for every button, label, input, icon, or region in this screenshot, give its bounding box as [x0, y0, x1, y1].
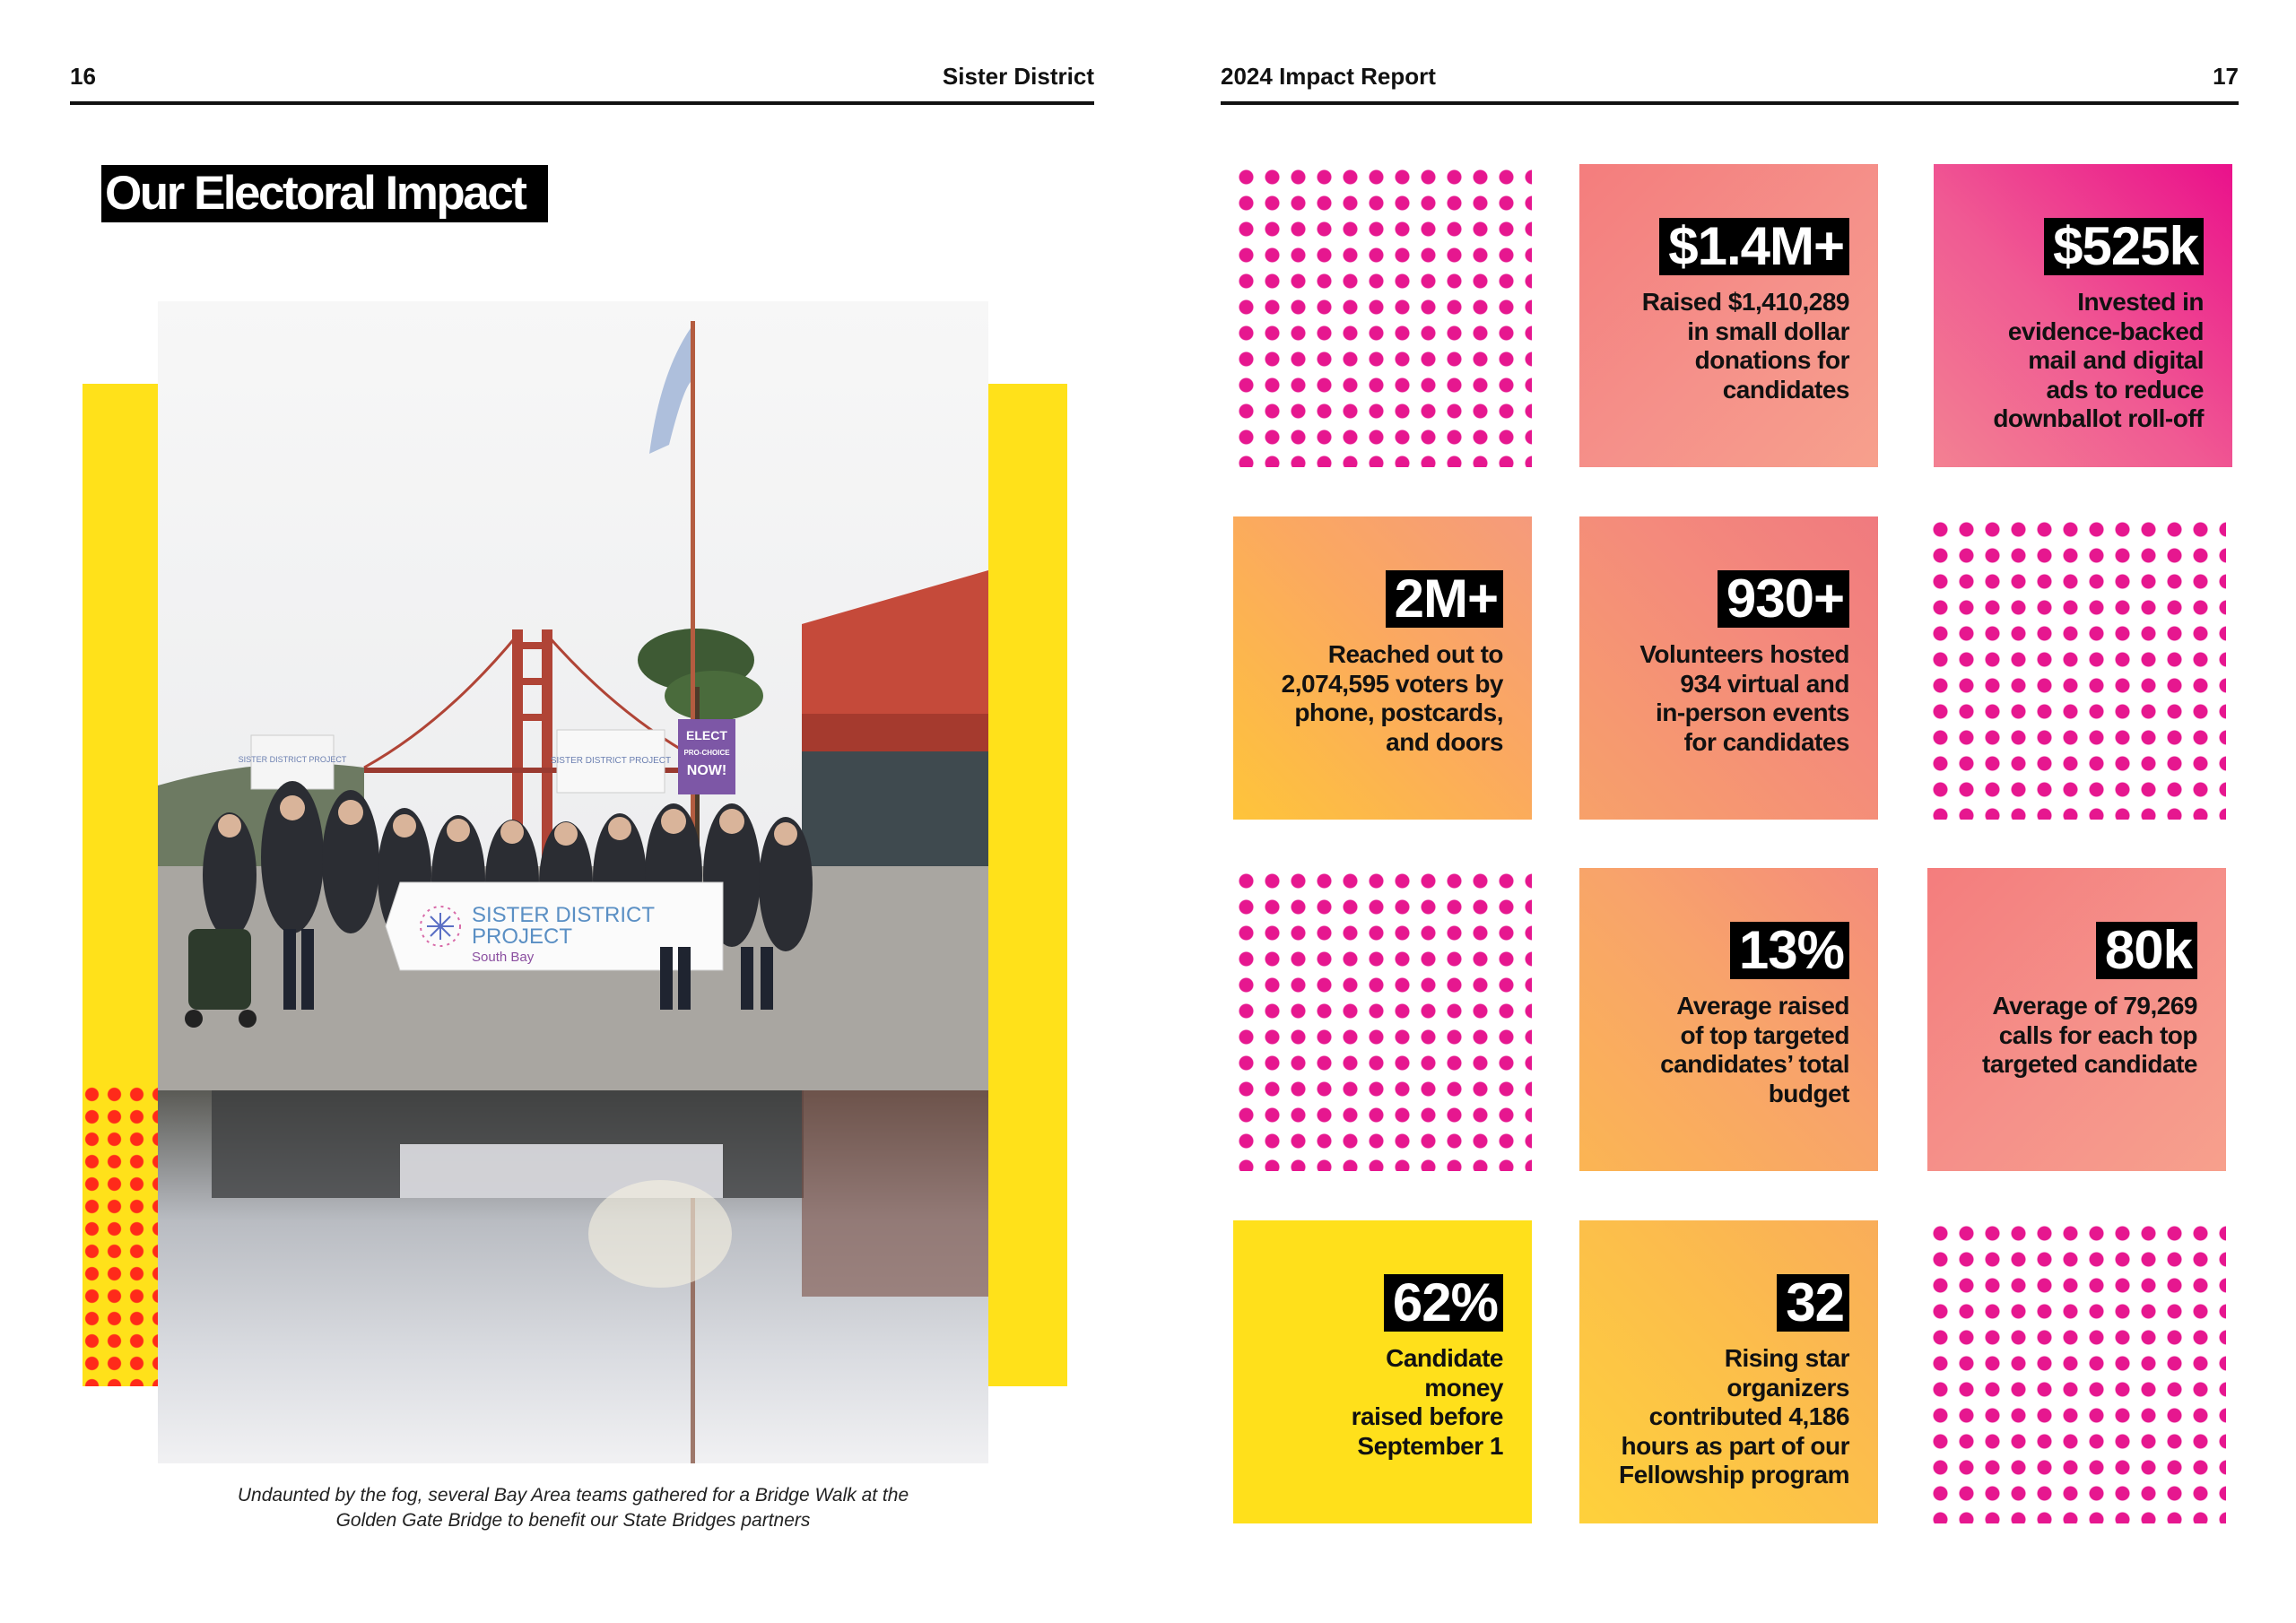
stat-line: 934 virtual and: [1680, 669, 1849, 698]
stat-line: Rising star: [1724, 1344, 1849, 1372]
page-number-left: 16: [70, 63, 96, 90]
event-photo: [158, 301, 988, 1463]
stat-number: 80k: [2096, 922, 2197, 979]
stat-line: for candidates: [1683, 727, 1849, 756]
stat-card-fellows: [1579, 1220, 1878, 1523]
caption-line2: Golden Gate Bridge to benefit our State Bridges partners: [335, 1510, 811, 1531]
stat-number: 930+: [1718, 570, 1849, 628]
stat-card-volunteers: [1579, 516, 1878, 820]
stat-line: money: [1424, 1373, 1503, 1402]
sign-small-left-text: SISTER DISTRICT PROJECT: [238, 755, 347, 764]
stat-line: September 1: [1357, 1431, 1503, 1460]
banner-line2: PROJECT: [472, 924, 573, 949]
stat-line: Average raised: [1676, 992, 1849, 1020]
banner-line1: SISTER DISTRICT: [472, 903, 656, 927]
stat-description: [1597, 1344, 1849, 1490]
stat-line: phone, postcards,: [1294, 699, 1503, 726]
stat-line: mail and digital: [2028, 346, 2204, 374]
stat-card-raised: [1579, 164, 1878, 467]
stat-description: [1945, 992, 2197, 1080]
pink-dot-pattern: [1927, 1220, 2226, 1523]
stat-line: calls for each top: [1998, 1020, 2197, 1049]
sign-small-mid-text: SISTER DISTRICT PROJECT: [550, 756, 672, 766]
sign-elect-line3: NOW!: [686, 763, 727, 778]
stat-line: ads to reduce: [2046, 375, 2204, 404]
stat-number: $1.4M+: [1659, 218, 1849, 275]
sign-elect-line1: ELECT: [686, 728, 727, 742]
report-title-header: 2024 Impact Report: [1221, 63, 1436, 90]
stat-line: Candidate: [1386, 1344, 1503, 1372]
pink-dot-pattern: [1927, 516, 2226, 820]
stat-number: 32: [1777, 1274, 1849, 1332]
stat-line: downballot roll-off: [1993, 404, 2204, 432]
stat-line: Invested in: [2077, 288, 2204, 316]
stat-description: [1952, 288, 2204, 434]
stat-line: evidence-backed: [2007, 317, 2204, 345]
stat-card-calls: [1927, 868, 2226, 1171]
stat-line: Average of 79,269: [1992, 992, 2197, 1020]
sign-elect-line2: PRO-CHOICE: [683, 749, 730, 757]
stat-card-invested: [1934, 164, 2232, 467]
header-rule-right: [1221, 101, 2239, 105]
stat-card-candidate-money: [1233, 1220, 1532, 1523]
page-number-right: 17: [2213, 63, 2239, 90]
stat-line: of top targeted: [1680, 1020, 1849, 1049]
stat-card-average-raised: [1579, 868, 1878, 1171]
photo-caption: [158, 1483, 988, 1533]
stat-line: contributed 4,186: [1648, 1402, 1849, 1430]
stat-line: Volunteers hosted: [1639, 640, 1849, 668]
stat-description: [1597, 640, 1849, 757]
stat-description: [1597, 288, 1849, 404]
stat-line: organizers: [1726, 1373, 1849, 1402]
stat-number: $525k: [2044, 218, 2204, 275]
caption-line1: Undaunted by the fog, several Bay Area teams gathered for a Bridge Walk at the: [237, 1485, 909, 1506]
stat-line: Raised $1,410,289: [1641, 288, 1849, 316]
pink-dot-pattern: [1233, 164, 1532, 467]
stat-number: 13%: [1730, 922, 1849, 979]
stat-card-reached: [1233, 516, 1532, 820]
red-dot-pattern: [81, 1083, 158, 1386]
stat-line: targeted candidate: [1982, 1050, 2197, 1078]
stat-line: raised before: [1351, 1402, 1503, 1430]
section-title: Our Electoral Impact: [101, 165, 548, 222]
pink-dot-pattern: [1233, 868, 1532, 1171]
stat-line: and doors: [1386, 727, 1503, 756]
stat-description: [1251, 640, 1503, 757]
stat-number: 62%: [1384, 1274, 1503, 1332]
stat-line: candidates: [1722, 375, 1849, 404]
banner-line3: South Bay: [472, 950, 535, 965]
stat-line: in-person events: [1655, 699, 1849, 726]
stat-line: 2,074,595 voters by: [1281, 669, 1503, 698]
stat-description: [1597, 992, 1849, 1108]
stat-line: Reached out to: [1327, 640, 1503, 668]
stat-line: donations for: [1694, 346, 1849, 374]
stat-number: 2M+: [1386, 570, 1503, 628]
stat-line: hours as part of our: [1621, 1431, 1849, 1460]
header-rule-left: [70, 101, 1094, 105]
stat-description: [1251, 1344, 1503, 1461]
right-page: [1148, 0, 2296, 1623]
stat-line: budget: [1768, 1079, 1849, 1107]
stat-line: Fellowship program: [1618, 1461, 1849, 1488]
stat-line: in small dollar: [1687, 317, 1849, 345]
org-name-header: Sister District: [942, 63, 1094, 90]
stat-line: candidates’ total: [1660, 1050, 1849, 1078]
